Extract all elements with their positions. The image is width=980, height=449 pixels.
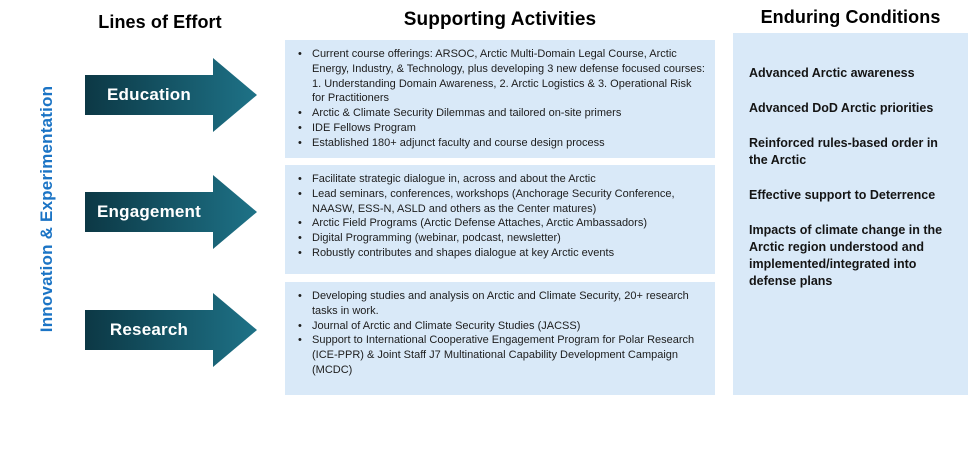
activity-item: • Robustly contributes and shapes dialogue at key Arctic events (293, 246, 705, 261)
enduring-conditions-panel (733, 33, 968, 395)
research-arrow (85, 293, 257, 367)
enduring-condition: Advanced DoD Arctic priorities (749, 101, 934, 115)
activity-item: • Lead seminars, conferences, workshops (Anchorage Security Conference, NAASW, ESS-N, ASLD and others as the Center matures) (293, 187, 705, 217)
enduring-condition: Effective support to Deterrence (749, 188, 936, 202)
activity-item: • IDE Fellows Program (293, 121, 705, 136)
activity-item: • Arctic Field Programs (Arctic Defense Attaches, Arctic Ambassadors) (293, 216, 705, 231)
research-activities-panel (285, 282, 715, 395)
engagement-arrow-label: Engagement (96, 202, 202, 221)
activity-item: • Digital Programming (webinar, podcast, newsletter) (293, 231, 705, 246)
engagement-arrow (85, 175, 257, 249)
column-header-supporting-activities: Supporting Activities (403, 9, 597, 30)
column-header-enduring-conditions: Enduring Conditions (760, 7, 941, 27)
engagement-activities-panel (285, 165, 715, 274)
research-activities-list (293, 289, 705, 378)
research-arrow-label: Research (109, 320, 189, 339)
activity-item: • Facilitate strategic dialogue in, across and about the Arctic (293, 172, 705, 187)
activity-item: • Current course offerings: ARSOC, Arctic Multi-Domain Legal Course, Arctic Energy, Industry, & Technology, plus developing 3 new defense focused courses: 1. Understanding Domain Awareness, 2. Arctic Logistics & 3. Operational Risk for Practitioners (293, 47, 705, 106)
activity-item: • Arctic & Climate Security Dilemmas and tailored on-site primers (293, 106, 705, 121)
activity-item: • Journal of Arctic and Climate Security Studies (JACSS) (293, 319, 705, 334)
activity-item: • Developing studies and analysis on Arctic and Climate Security, 20+ research tasks in work. (293, 289, 705, 319)
side-label-innovation-experimentation: Innovation & Experimentation (37, 85, 56, 333)
activity-item: • Established 180+ adjunct faculty and course design process (293, 136, 705, 151)
education-activities-list (293, 47, 705, 151)
education-arrow (85, 58, 257, 132)
activity-item: • Support to International Cooperative Engagement Program for Polar Research (ICE-PPR) & Joint Staff J7 Multinational Capability Development Campaign (MCDC) (293, 333, 705, 377)
enduring-condition: Reinforced rules-based order in the Arctic (749, 136, 938, 167)
education-arrow-label: Education (107, 85, 191, 104)
enduring-condition: Advanced Arctic awareness (749, 66, 915, 80)
education-activities-panel (285, 40, 715, 158)
column-header-lines-of-effort: Lines of Effort (98, 12, 222, 32)
enduring-condition: Impacts of climate change in the Arctic region understood and implemented/integrated into defense plans (749, 223, 943, 288)
engagement-activities-list (293, 172, 705, 261)
